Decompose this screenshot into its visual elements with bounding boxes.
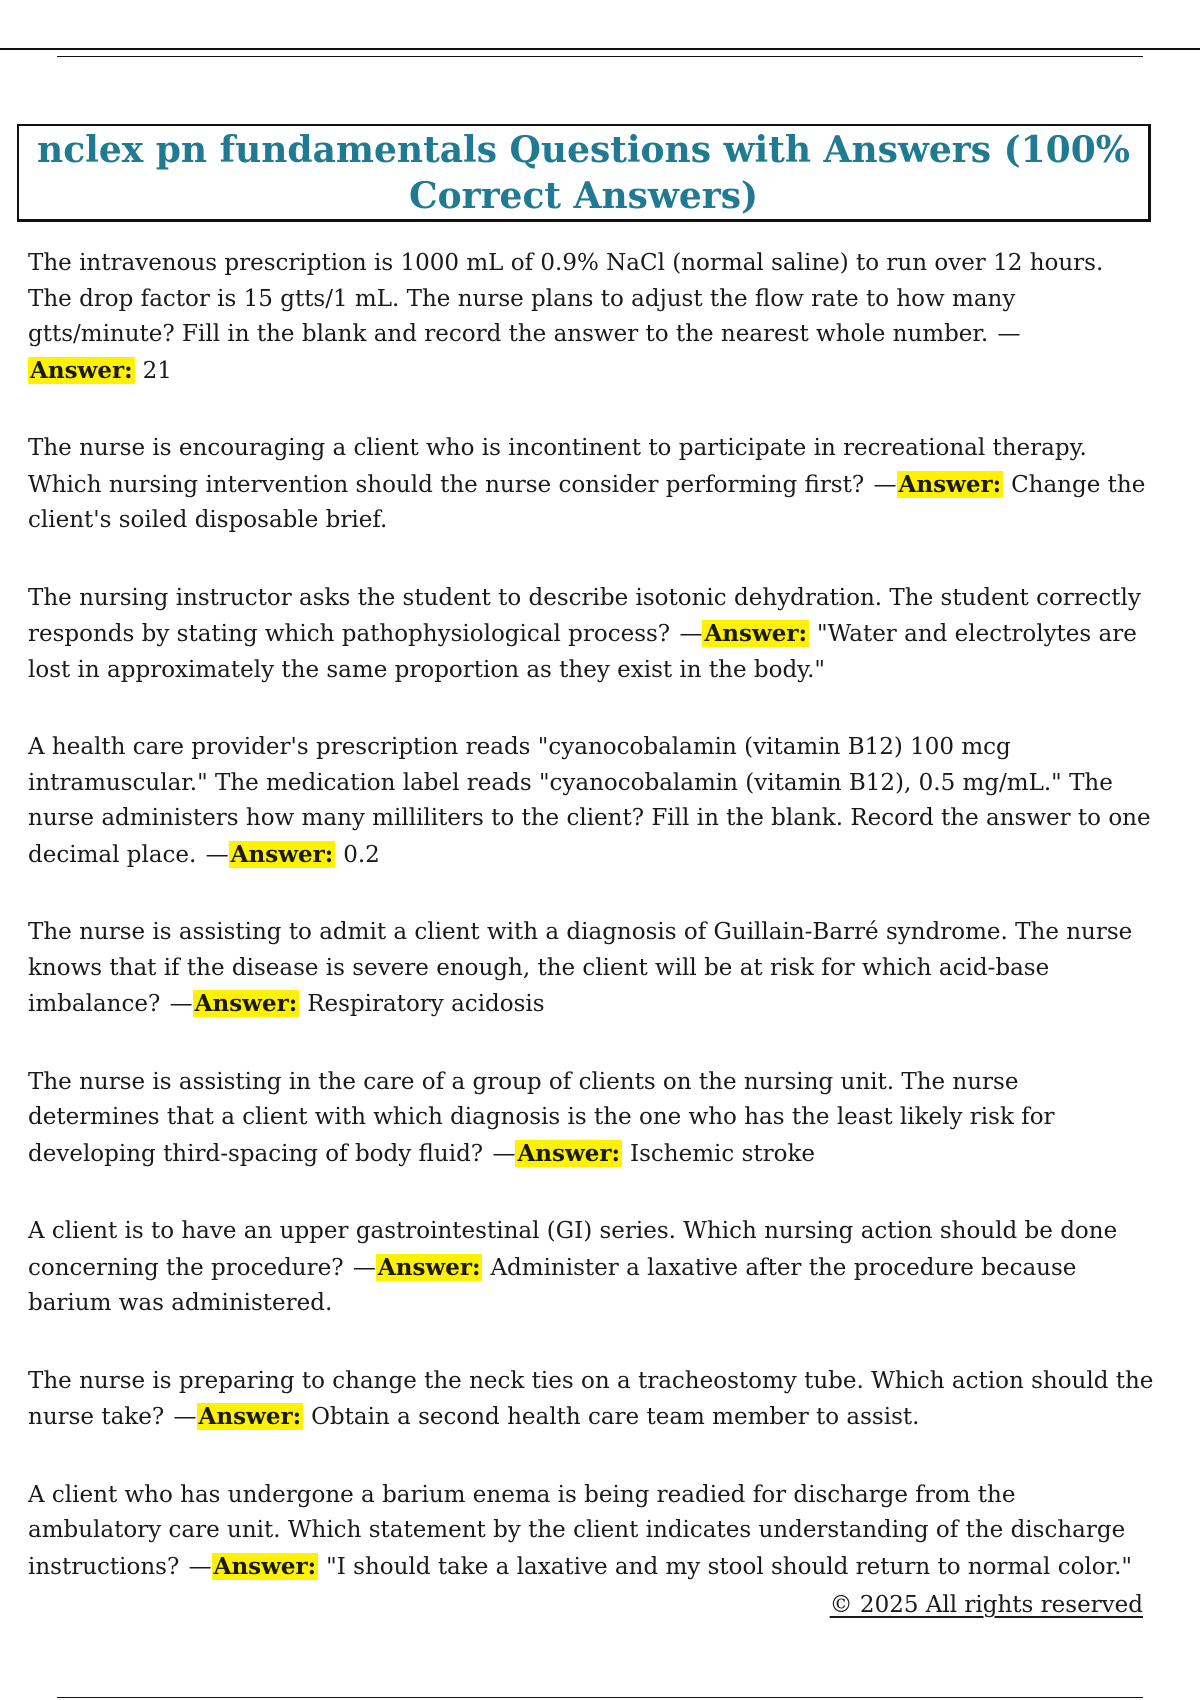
- answer-dash: —: [873, 471, 897, 498]
- page-title: nclex pn fundamentals Questions with Answers (100% Correct Answers): [37, 128, 1130, 217]
- answer-text: "I should take a laxative and my stool should return to normal color.": [326, 1553, 1132, 1580]
- answer-label: Answer:: [517, 1139, 621, 1167]
- question-text: A client who has undergone a barium enema is being readied for discharge from the ambulatory care unit. Which statement by the client indicates understanding of the discharge instructions?: [28, 1481, 1126, 1580]
- answer-label: Answer:: [230, 840, 334, 868]
- answer-text: "Water and electrolytes are lost in approximately the same proportion as they exist in the body.": [28, 621, 1137, 683]
- qa-item: [28, 581, 1154, 689]
- copyright-footer: © 2025 All rights reserved: [829, 1592, 1143, 1618]
- answer-label: Answer:: [898, 470, 1002, 498]
- qa-item: [28, 246, 1154, 389]
- answer-text: Administer a laxative after the procedure because barium was administered.: [28, 1254, 1077, 1316]
- answer-label: Answer:: [377, 1253, 481, 1281]
- answer-text: Change the client's soiled disposable brief.: [28, 471, 1146, 533]
- answer-text: Ischemic stroke: [630, 1140, 816, 1167]
- answer-label: Answer:: [194, 990, 298, 1017]
- answer-dash: —: [997, 321, 1021, 347]
- answer-dash: —: [169, 991, 193, 1017]
- question-text: The nurse is assisting to admit a client with a diagnosis of Guillain-Barré syndrome. The nurse knows that if the disease is severe enough, the client will be at risk for which acid-base imbalance?: [28, 919, 1133, 1017]
- answer-dash: —: [492, 1140, 516, 1167]
- answer-text: Respiratory acidosis: [307, 991, 545, 1017]
- answer-dash: —: [173, 1404, 197, 1430]
- question-text: A client is to have an upper gastrointestinal (GI) series. Which nursing action should be done concerning the procedure?: [28, 1218, 1118, 1281]
- answer-dash: —: [188, 1553, 212, 1580]
- answer-label: Answer:: [213, 1552, 317, 1580]
- answer-dash: —: [205, 841, 229, 868]
- qa-item: [28, 1214, 1154, 1322]
- qa-item: [28, 1364, 1154, 1436]
- qa-item: [28, 730, 1154, 873]
- answer-dash: —: [679, 621, 703, 647]
- answer-dash: —: [352, 1254, 376, 1281]
- qa-item: [28, 915, 1154, 1023]
- answer-label: Answer:: [198, 1403, 302, 1430]
- bottom-rule: [57, 1697, 1143, 1698]
- question-text: The nurse is encouraging a client who is incontinent to participate in recreational therapy. Which nursing intervention should the nurse consider performing first?: [28, 435, 1087, 498]
- qa-item: [28, 431, 1154, 539]
- title-box: [17, 124, 1151, 222]
- answer-label: Answer:: [30, 356, 133, 384]
- top-rule-inner: [57, 56, 1143, 57]
- answer-text: 0.2: [343, 841, 380, 868]
- question-text: A health care provider's prescription reads "cyanocobalamin (vitamin B12) 100 mcg intramuscular." The medication label reads "cyanocobalamin (vitamin B12), 0.5 mg/mL." The nurse administers how many milliliters to the client? Fill in the blank. Record the answer to one decimal place.: [28, 734, 1151, 868]
- qa-item: [28, 1065, 1154, 1173]
- answer-text: 21: [142, 357, 172, 384]
- answer-text: Obtain a second health care team member to assist.: [311, 1404, 920, 1430]
- question-text: The nurse is preparing to change the neck ties on a tracheostomy tube. Which action should the nurse take?: [28, 1367, 1154, 1430]
- qa-list: [28, 246, 1154, 1627]
- top-rule: [0, 48, 1200, 50]
- qa-item: [28, 1478, 1154, 1586]
- question-text: The nurse is assisting in the care of a group of clients on the nursing unit. The nurse determines that a client with which diagnosis is the one who has the least likely risk for developing third-spacing of body fluid?: [28, 1068, 1055, 1167]
- question-text: The nursing instructor asks the student to describe isotonic dehydration. The student correctly responds by stating which pathophysiological process?: [28, 584, 1141, 647]
- answer-label: Answer:: [704, 620, 808, 647]
- question-text: The intravenous prescription is 1000 mL of 0.9% NaCl (normal saline) to run over 12 hours. The drop factor is 15 gtts/1 mL. The nurse plans to adjust the flow rate to how many gtts/minute? Fill in the blank and record the answer to the nearest whole number.: [28, 250, 1104, 347]
